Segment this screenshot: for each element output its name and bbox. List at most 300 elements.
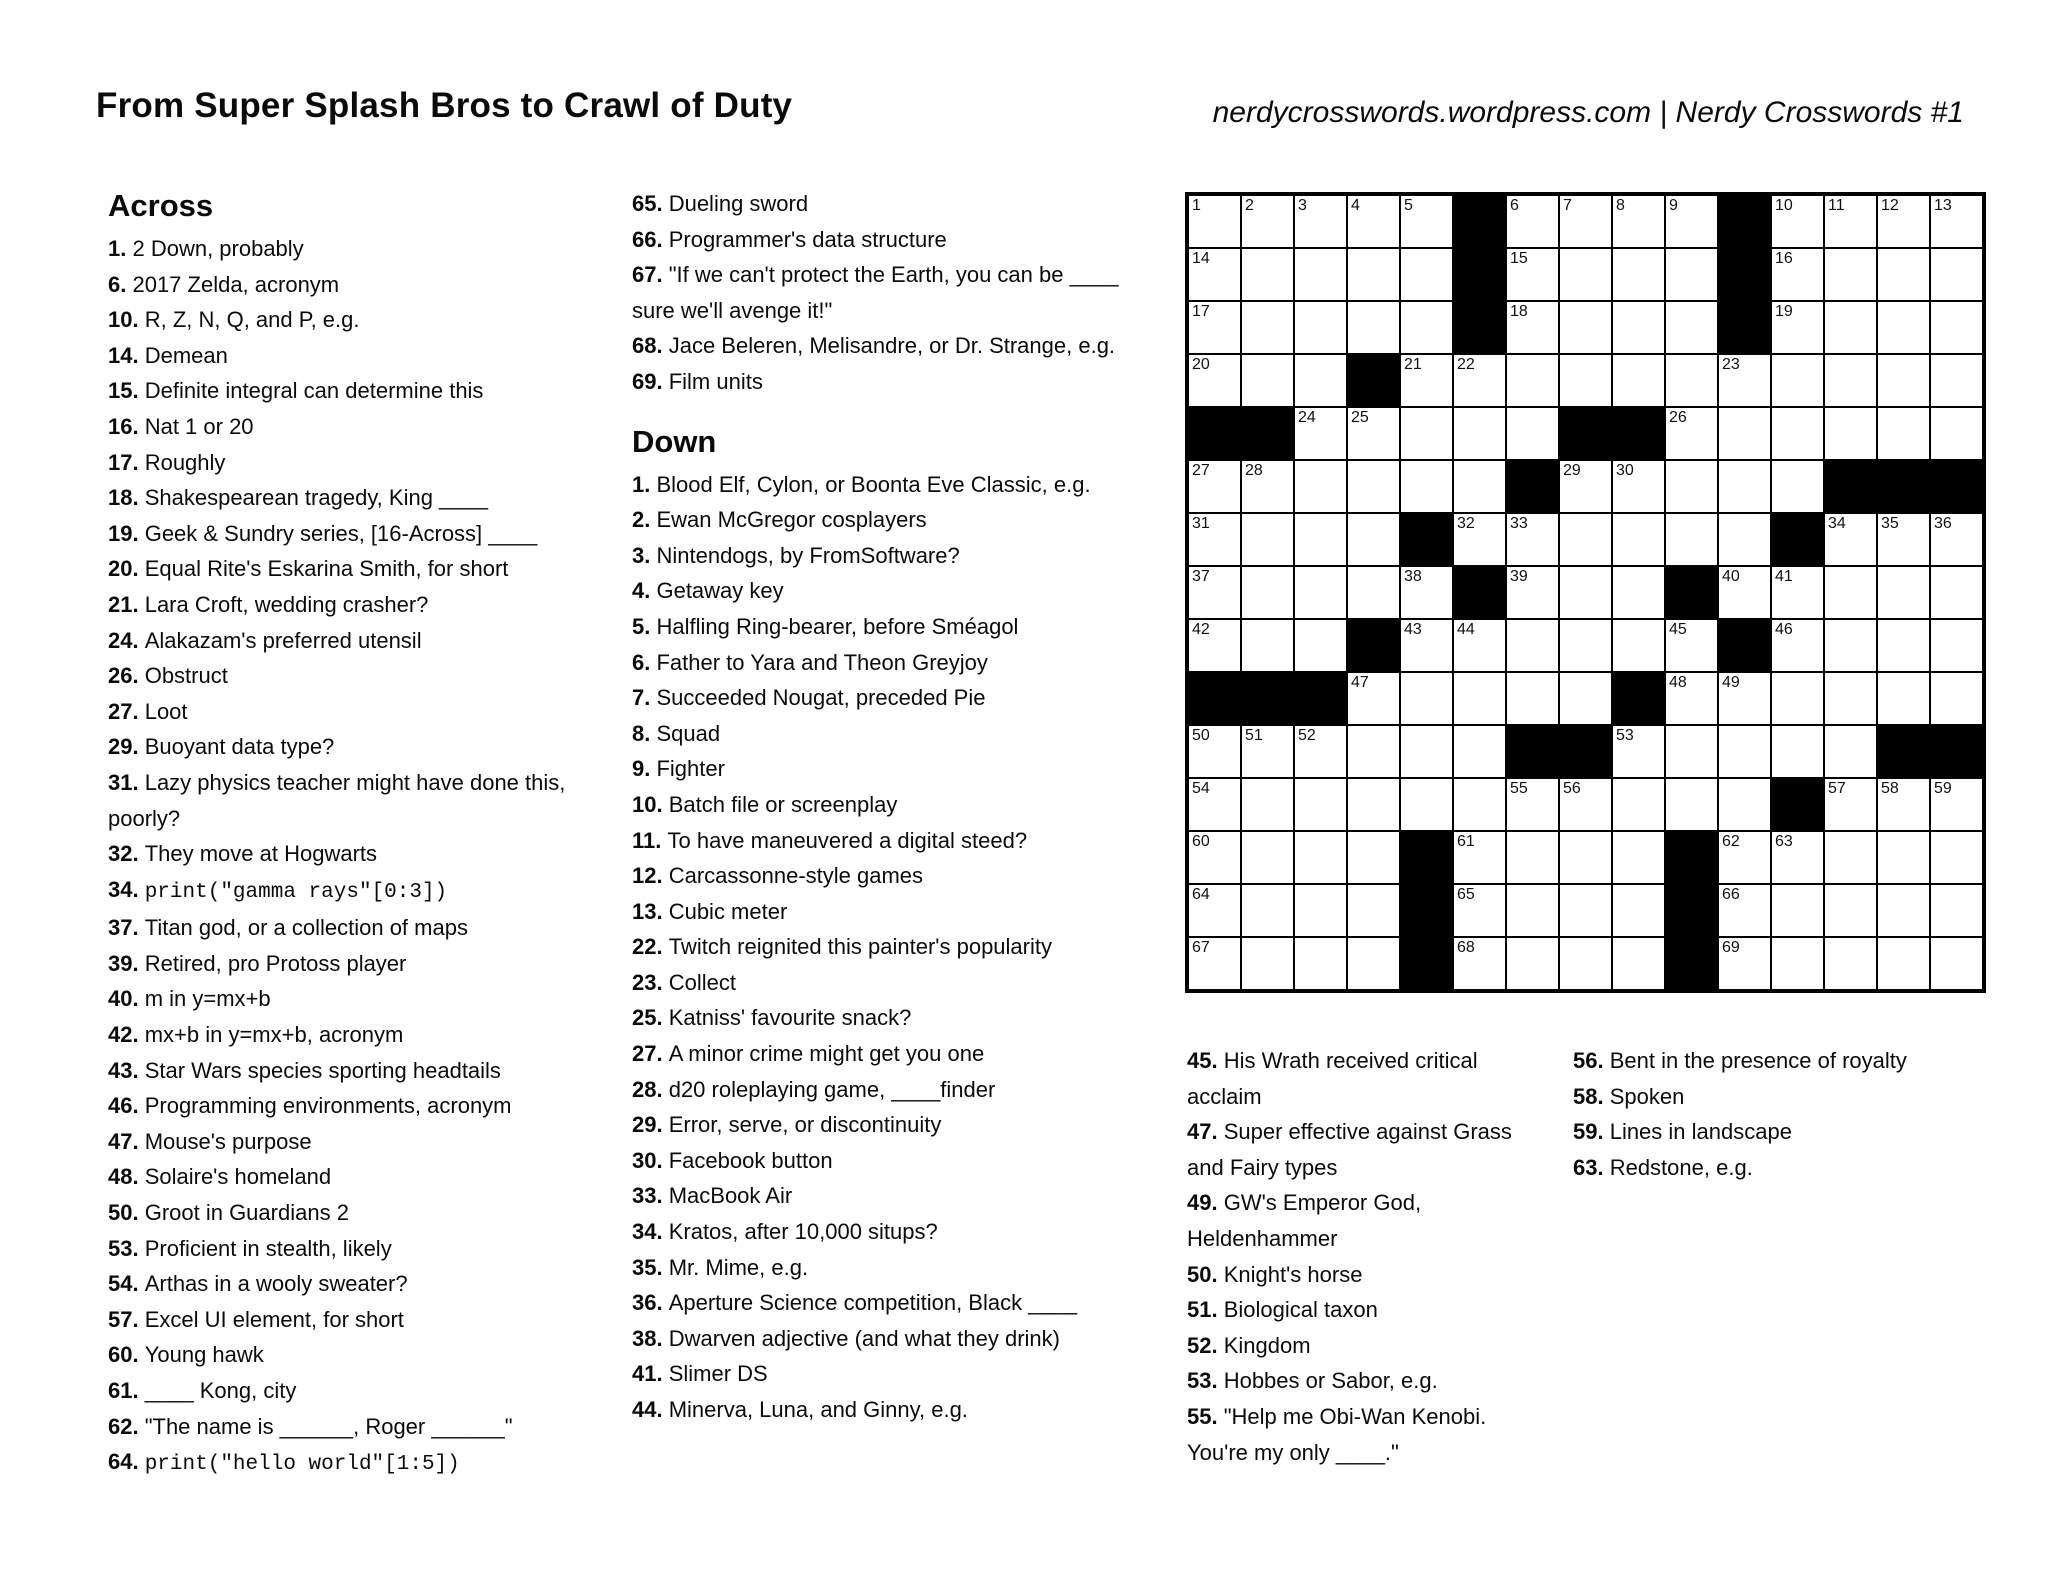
crossword-grid: [1185, 192, 1986, 993]
clue-number: 34.: [108, 876, 145, 902]
clue: [108, 1266, 568, 1302]
grid-cell[interactable]: [1612, 778, 1665, 831]
grid-cell[interactable]: [1877, 672, 1930, 725]
grid-cell[interactable]: [1612, 513, 1665, 566]
clue: [108, 373, 568, 409]
grid-cell[interactable]: [1506, 672, 1559, 725]
grid-cell[interactable]: [1824, 301, 1877, 354]
grid-cell[interactable]: [1930, 831, 1983, 884]
grid-cell[interactable]: [1877, 566, 1930, 619]
clue-number: 47.: [1187, 1119, 1224, 1145]
grid-cell[interactable]: [1347, 513, 1400, 566]
grid-cell[interactable]: [1877, 301, 1930, 354]
grid-cell[interactable]: [1877, 884, 1930, 937]
grid-cell[interactable]: [1453, 884, 1506, 937]
clue: [632, 1178, 1162, 1214]
clue-text: Succeeded Nougat, preceded Pie: [656, 685, 986, 711]
grid-cell[interactable]: [1241, 725, 1294, 778]
grid-cell[interactable]: [1559, 831, 1612, 884]
cell-number: 55: [1510, 780, 1528, 797]
grid-cell[interactable]: [1824, 937, 1877, 990]
clue: [632, 680, 1162, 716]
grid-cell[interactable]: [1188, 566, 1241, 619]
clue: [108, 623, 568, 659]
grid-cell[interactable]: [1188, 937, 1241, 990]
grid-cell[interactable]: [1612, 831, 1665, 884]
grid-cell[interactable]: [1400, 778, 1453, 831]
grid-cell[interactable]: [1877, 248, 1930, 301]
grid-cell[interactable]: [1453, 725, 1506, 778]
clue: [632, 1000, 1162, 1036]
grid-cell[interactable]: [1400, 672, 1453, 725]
clue-number: 5.: [632, 613, 657, 639]
grid-cell[interactable]: [1453, 619, 1506, 672]
grid-cell[interactable]: [1718, 937, 1771, 990]
grid-cell-black: [1400, 884, 1453, 937]
grid-cell[interactable]: [1718, 778, 1771, 831]
grid-cell[interactable]: [1718, 672, 1771, 725]
grid-cell[interactable]: [1612, 937, 1665, 990]
clue-text: Definite integral can determine this: [144, 378, 484, 404]
grid-cell[interactable]: [1559, 460, 1612, 513]
clue-text: Knight's horse: [1223, 1261, 1363, 1287]
grid-cell[interactable]: [1241, 831, 1294, 884]
grid-cell[interactable]: [1930, 301, 1983, 354]
grid-cell[interactable]: [1241, 248, 1294, 301]
grid-cell[interactable]: [1241, 778, 1294, 831]
grid-cell[interactable]: [1506, 884, 1559, 937]
clue-number: 63.: [1573, 1154, 1610, 1180]
grid-cell[interactable]: [1241, 460, 1294, 513]
grid-cell[interactable]: [1824, 725, 1877, 778]
grid-cell[interactable]: [1506, 831, 1559, 884]
grid-cell[interactable]: [1930, 778, 1983, 831]
grid-cell-black: [1665, 937, 1718, 990]
clue-number: 17.: [108, 449, 145, 475]
clue-text: Blood Elf, Cylon, or Boonta Eve Classic, e.g.: [656, 471, 1091, 497]
cell-number: 12: [1881, 197, 1899, 214]
grid-cell-black: [1665, 831, 1718, 884]
grid-cell[interactable]: [1453, 937, 1506, 990]
grid-cell[interactable]: [1771, 248, 1824, 301]
clue: [108, 1195, 568, 1231]
grid-cell[interactable]: [1771, 354, 1824, 407]
grid-cell[interactable]: [1347, 778, 1400, 831]
grid-cell[interactable]: [1877, 513, 1930, 566]
grid-cell[interactable]: [1506, 301, 1559, 354]
cell-number: 8: [1616, 197, 1625, 214]
grid-cell[interactable]: [1241, 566, 1294, 619]
clue: [632, 538, 1162, 574]
grid-cell[interactable]: [1188, 619, 1241, 672]
cell-number: 14: [1192, 250, 1210, 267]
grid-cell[interactable]: [1665, 354, 1718, 407]
clue-number: 38.: [632, 1325, 669, 1351]
cell-number: 38: [1404, 568, 1422, 585]
cell-number: 7: [1563, 197, 1572, 214]
clue-number: 51.: [1187, 1297, 1224, 1323]
clue: [632, 328, 1162, 364]
grid-cell[interactable]: [1930, 619, 1983, 672]
clue: [1573, 1114, 2033, 1150]
clue-number: 2.: [632, 507, 657, 533]
grid-cell[interactable]: [1347, 831, 1400, 884]
grid-cell[interactable]: [1718, 513, 1771, 566]
grid-cell[interactable]: [1294, 725, 1347, 778]
grid-cell[interactable]: [1453, 354, 1506, 407]
clue: [1187, 1399, 1532, 1470]
grid-cell[interactable]: [1559, 513, 1612, 566]
site-credit: nerdycrosswords.wordpress.com | Nerdy Crosswords #1: [1212, 96, 1964, 129]
clue: [108, 1053, 568, 1089]
clue-text: Star Wars species sporting headtails: [144, 1057, 501, 1083]
grid-cell[interactable]: [1347, 672, 1400, 725]
grid-cell[interactable]: [1506, 248, 1559, 301]
grid-cell[interactable]: [1930, 672, 1983, 725]
grid-cell[interactable]: [1294, 566, 1347, 619]
cell-number: 51: [1245, 727, 1263, 744]
clue-number: 20.: [108, 556, 145, 582]
grid-cell[interactable]: [1294, 884, 1347, 937]
grid-cell[interactable]: [1824, 566, 1877, 619]
grid-cell[interactable]: [1718, 460, 1771, 513]
grid-cell[interactable]: [1241, 195, 1294, 248]
clue-text: Carcassonne-style games: [668, 863, 924, 889]
grid-cell[interactable]: [1559, 195, 1612, 248]
grid-cell[interactable]: [1559, 778, 1612, 831]
grid-cell[interactable]: [1771, 460, 1824, 513]
grid-cell[interactable]: [1824, 619, 1877, 672]
grid-cell[interactable]: [1665, 301, 1718, 354]
grid-cell[interactable]: [1294, 619, 1347, 672]
clue-text: Loot: [144, 698, 188, 724]
grid-cell[interactable]: [1400, 460, 1453, 513]
grid-cell[interactable]: [1347, 884, 1400, 937]
grid-cell-black: [1453, 301, 1506, 354]
grid-cell[interactable]: [1506, 778, 1559, 831]
clue-number: 7.: [632, 685, 657, 711]
clue-number: 67.: [632, 262, 669, 288]
clue: [632, 929, 1162, 965]
clue-number: 6.: [108, 271, 133, 297]
grid-cell[interactable]: [1347, 566, 1400, 619]
grid-cell[interactable]: [1771, 937, 1824, 990]
cell-number: 5: [1404, 197, 1413, 214]
clue: [108, 1409, 568, 1445]
grid-cell[interactable]: [1241, 354, 1294, 407]
grid-cell[interactable]: [1930, 566, 1983, 619]
cell-number: 36: [1934, 515, 1952, 532]
grid-cell-black: [1930, 725, 1983, 778]
grid-cell[interactable]: [1188, 460, 1241, 513]
down-clue-list: [632, 467, 1162, 1428]
cell-number: 26: [1669, 409, 1687, 426]
grid-cell[interactable]: [1665, 513, 1718, 566]
grid-cell[interactable]: [1718, 831, 1771, 884]
grid-cell[interactable]: [1665, 248, 1718, 301]
clue: [632, 467, 1162, 503]
grid-cell[interactable]: [1877, 937, 1930, 990]
grid-cell[interactable]: [1347, 195, 1400, 248]
grid-cell[interactable]: [1294, 460, 1347, 513]
clue: [1573, 1150, 2033, 1186]
clue: [632, 965, 1162, 1001]
clue-text: Excel UI element, for short: [144, 1306, 404, 1332]
cell-number: 41: [1775, 568, 1793, 585]
cell-number: 53: [1616, 727, 1634, 744]
grid-cell[interactable]: [1506, 195, 1559, 248]
cell-number: 32: [1457, 515, 1475, 532]
grid-cell-black: [1453, 195, 1506, 248]
grid-cell-black: [1188, 672, 1241, 725]
grid-cell[interactable]: [1506, 354, 1559, 407]
clue-number: 21.: [108, 591, 145, 617]
grid-cell[interactable]: [1294, 195, 1347, 248]
grid-cell[interactable]: [1294, 354, 1347, 407]
grid-cell[interactable]: [1665, 778, 1718, 831]
grid-cell[interactable]: [1506, 566, 1559, 619]
grid-cell-black: [1824, 460, 1877, 513]
grid-cell[interactable]: [1347, 407, 1400, 460]
clue-text: mx+b in y=mx+b, acronym: [144, 1022, 404, 1048]
clue-number: 33.: [632, 1183, 669, 1209]
grid-cell[interactable]: [1188, 884, 1241, 937]
clue-number: 28.: [632, 1076, 669, 1102]
clue: [108, 338, 568, 374]
grid-cell[interactable]: [1665, 619, 1718, 672]
grid-cell[interactable]: [1559, 884, 1612, 937]
clue-number: 57.: [108, 1306, 145, 1332]
cell-number: 18: [1510, 303, 1528, 320]
clue-text: Kratos, after 10,000 situps?: [668, 1219, 938, 1245]
clue-text: Proficient in stealth, likely: [144, 1235, 392, 1261]
grid-cell[interactable]: [1877, 778, 1930, 831]
grid-cell[interactable]: [1612, 301, 1665, 354]
grid-cell[interactable]: [1824, 672, 1877, 725]
grid-cell[interactable]: [1824, 513, 1877, 566]
grid-cell[interactable]: [1347, 725, 1400, 778]
cell-number: 4: [1351, 197, 1360, 214]
clue-text: Groot in Guardians 2: [144, 1200, 349, 1226]
grid-cell[interactable]: [1612, 566, 1665, 619]
grid-cell[interactable]: [1718, 725, 1771, 778]
grid-cell[interactable]: [1612, 725, 1665, 778]
grid-cell[interactable]: [1824, 248, 1877, 301]
grid-cell[interactable]: [1612, 354, 1665, 407]
grid-cell-black: [1612, 672, 1665, 725]
grid-cell[interactable]: [1241, 301, 1294, 354]
clue-number: 47.: [108, 1128, 145, 1154]
grid-cell[interactable]: [1771, 407, 1824, 460]
grid-cell[interactable]: [1612, 248, 1665, 301]
grid-cell[interactable]: [1453, 672, 1506, 725]
clue-number: 45.: [1187, 1048, 1224, 1073]
grid-cell[interactable]: [1400, 301, 1453, 354]
grid-cell[interactable]: [1665, 407, 1718, 460]
grid-cell[interactable]: [1506, 619, 1559, 672]
grid-cell[interactable]: [1771, 566, 1824, 619]
grid-cell[interactable]: [1612, 460, 1665, 513]
grid-cell[interactable]: [1188, 831, 1241, 884]
grid-cell[interactable]: [1771, 301, 1824, 354]
grid-cell[interactable]: [1612, 195, 1665, 248]
clue-text: Nintendogs, by FromSoftware?: [656, 542, 960, 568]
grid-cell[interactable]: [1824, 354, 1877, 407]
clue-number: 55.: [1187, 1403, 1224, 1429]
grid-cell[interactable]: [1612, 884, 1665, 937]
grid-cell[interactable]: [1400, 407, 1453, 460]
grid-cell[interactable]: [1453, 831, 1506, 884]
clue-text: Arthas in a wooly sweater?: [144, 1271, 408, 1297]
clue: [632, 1321, 1162, 1357]
clue-text: R, Z, N, Q, and P, e.g.: [144, 307, 360, 333]
grid-cell[interactable]: [1771, 672, 1824, 725]
grid-cell[interactable]: [1347, 460, 1400, 513]
grid-cell[interactable]: [1771, 725, 1824, 778]
grid-cell[interactable]: [1453, 460, 1506, 513]
cell-number: 40: [1722, 568, 1740, 585]
across-clue-list: [108, 231, 568, 1483]
clue-text: Equal Rite's Eskarina Smith, for short: [144, 556, 509, 582]
clue-text: Facebook button: [668, 1147, 833, 1173]
grid-cell[interactable]: [1877, 407, 1930, 460]
grid-cell[interactable]: [1559, 248, 1612, 301]
grid-cell[interactable]: [1930, 195, 1983, 248]
clue-text: Father to Yara and Theon Greyjoy: [656, 649, 988, 675]
grid-cell[interactable]: [1559, 566, 1612, 619]
grid-cell[interactable]: [1400, 354, 1453, 407]
clue: [108, 729, 568, 765]
grid-cell[interactable]: [1188, 301, 1241, 354]
grid-cell[interactable]: [1294, 248, 1347, 301]
grid-cell[interactable]: [1294, 407, 1347, 460]
grid-cell[interactable]: [1241, 884, 1294, 937]
across-clue-column: [108, 186, 568, 1483]
grid-cell[interactable]: [1400, 566, 1453, 619]
grid-cell[interactable]: [1188, 354, 1241, 407]
grid-cell[interactable]: [1877, 354, 1930, 407]
cell-number: 28: [1245, 462, 1263, 479]
grid-cell[interactable]: [1612, 619, 1665, 672]
grid-cell[interactable]: [1824, 884, 1877, 937]
grid-cell[interactable]: [1506, 937, 1559, 990]
grid-cell[interactable]: [1771, 195, 1824, 248]
clue-number: 56.: [1573, 1048, 1610, 1073]
grid-cell[interactable]: [1824, 407, 1877, 460]
grid-cell[interactable]: [1771, 831, 1824, 884]
grid-cell[interactable]: [1506, 513, 1559, 566]
grid-cell[interactable]: [1294, 778, 1347, 831]
grid-cell[interactable]: [1665, 195, 1718, 248]
grid-cell[interactable]: [1188, 513, 1241, 566]
grid-cell[interactable]: [1241, 513, 1294, 566]
grid-cell[interactable]: [1188, 778, 1241, 831]
grid-cell[interactable]: [1559, 619, 1612, 672]
grid-cell-black: [1559, 725, 1612, 778]
grid-cell[interactable]: [1241, 619, 1294, 672]
middle-clue-column: [632, 186, 1162, 1428]
clue: [632, 1356, 1162, 1392]
grid-cell[interactable]: [1294, 831, 1347, 884]
clue: [108, 516, 568, 552]
grid-cell[interactable]: [1665, 725, 1718, 778]
grid-cell[interactable]: [1400, 619, 1453, 672]
grid-cell[interactable]: [1294, 513, 1347, 566]
grid-cell[interactable]: [1241, 937, 1294, 990]
grid-cell[interactable]: [1665, 672, 1718, 725]
grid-cell[interactable]: [1294, 937, 1347, 990]
grid-cell[interactable]: [1718, 407, 1771, 460]
grid-cell[interactable]: [1347, 301, 1400, 354]
grid-cell[interactable]: [1559, 301, 1612, 354]
grid-cell[interactable]: [1824, 831, 1877, 884]
grid-cell[interactable]: [1400, 195, 1453, 248]
cell-number: 57: [1828, 780, 1846, 797]
clue-text: Roughly: [144, 449, 226, 475]
grid-cell[interactable]: [1506, 407, 1559, 460]
grid-cell-black: [1771, 513, 1824, 566]
grid-cell[interactable]: [1188, 195, 1241, 248]
grid-cell[interactable]: [1877, 195, 1930, 248]
grid-cell-black: [1930, 460, 1983, 513]
grid-cell[interactable]: [1347, 937, 1400, 990]
clue: [1187, 1114, 1532, 1185]
clue-number: 66.: [632, 226, 669, 252]
clue-number: 18.: [108, 485, 145, 511]
grid-cell[interactable]: [1294, 301, 1347, 354]
cell-number: 56: [1563, 780, 1581, 797]
cell-number: 37: [1192, 568, 1210, 585]
clue-text: Twitch reignited this painter's popularity: [668, 934, 1052, 960]
grid-cell[interactable]: [1930, 937, 1983, 990]
grid-cell[interactable]: [1877, 831, 1930, 884]
grid-cell[interactable]: [1824, 778, 1877, 831]
grid-cell[interactable]: [1400, 725, 1453, 778]
clue-text: Minerva, Luna, and Ginny, e.g.: [668, 1397, 968, 1422]
grid-cell[interactable]: [1453, 407, 1506, 460]
grid-cell[interactable]: [1559, 937, 1612, 990]
grid-cell[interactable]: [1453, 778, 1506, 831]
grid-cell[interactable]: [1930, 513, 1983, 566]
clue-number: 14.: [108, 342, 145, 368]
clue-number: 39.: [108, 950, 145, 976]
grid-cell[interactable]: [1930, 407, 1983, 460]
grid-cell[interactable]: [1665, 460, 1718, 513]
clue: [108, 587, 568, 623]
grid-cell[interactable]: [1347, 248, 1400, 301]
clue-number: 64.: [108, 1449, 145, 1475]
clue-number: 41.: [632, 1361, 669, 1387]
grid-cell[interactable]: [1453, 513, 1506, 566]
grid-cell[interactable]: [1718, 884, 1771, 937]
grid-cell[interactable]: [1559, 672, 1612, 725]
grid-cell[interactable]: [1188, 248, 1241, 301]
grid-cell[interactable]: [1930, 354, 1983, 407]
grid-cell[interactable]: [1559, 354, 1612, 407]
cell-number: 49: [1722, 674, 1740, 691]
grid-cell[interactable]: [1771, 884, 1824, 937]
grid-cell[interactable]: [1718, 354, 1771, 407]
grid-cell[interactable]: [1877, 619, 1930, 672]
grid-cell[interactable]: [1824, 195, 1877, 248]
grid-cell[interactable]: [1400, 248, 1453, 301]
grid-cell[interactable]: [1930, 248, 1983, 301]
grid-cell[interactable]: [1771, 619, 1824, 672]
clue: [108, 1302, 568, 1338]
grid-cell[interactable]: [1188, 725, 1241, 778]
grid-cell[interactable]: [1930, 884, 1983, 937]
grid-cell[interactable]: [1718, 566, 1771, 619]
